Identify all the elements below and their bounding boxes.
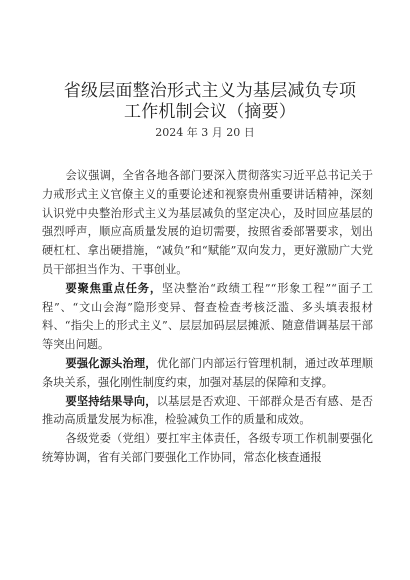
paragraph-3-lead: 要强化源头治理， — [65, 356, 157, 370]
paragraph-1-text: 会议强调，全省各地各部门要深入贯彻落实习近平总书记关于力戒形式主义官僚主义的重要论述和视察贵州重要讲话精神，深刻认识党中央整治形式主义为基层减负的坚定决心，及时回应基层的强烈呼声，顺应高质量发展的迫切需要，按照省委部署要求，划出硬杠杠、拿出硬措施，“减负”和“赋能”双向发力，更好激励广大党员干部担当作为、干事创业。 — [42, 169, 373, 276]
paragraph-4-lead: 要坚持结果导向， — [65, 394, 157, 408]
paragraph-5-text: 各级党委（党组）要扛牢主体责任，各级专项工作机制要强化统筹协调，省有关部门要强化工作协同，常态化核查通报 — [42, 432, 373, 464]
document-body — [42, 167, 373, 468]
paragraph-1 — [42, 167, 373, 280]
paragraph-3-text: 优化部门内部运行管理机制，通过改革理顺条块关系，强化刚性制度约束，加强对基层的保障和支撑。 — [42, 356, 373, 389]
paragraph-2-lead: 要聚焦重点任务， — [65, 281, 162, 295]
paragraph-3 — [42, 355, 373, 393]
paragraph-2 — [42, 280, 373, 355]
paragraph-2-text: 坚决整治“政绩工程”“形象工程”“面子工程”、“文山会海”隐形变异、督查检查考核泛滥、多头填表报材料、“指尖上的形式主义”、层层加码层层摊派、随意借调基层干部等突出问题。 — [42, 281, 373, 352]
paragraph-4-text: 以基层是否欢迎、干部群众是否有感、是否推动高质量发展为标准，检验减负工作的质量和成效。 — [42, 394, 373, 427]
paragraph-5 — [42, 430, 373, 468]
paragraph-4 — [42, 393, 373, 431]
document-date: 2024 年 3 月 20 日 — [155, 126, 255, 139]
document-title: 省级层面整治形式主义为基层减负专项工作机制会议（摘要） — [63, 81, 357, 122]
